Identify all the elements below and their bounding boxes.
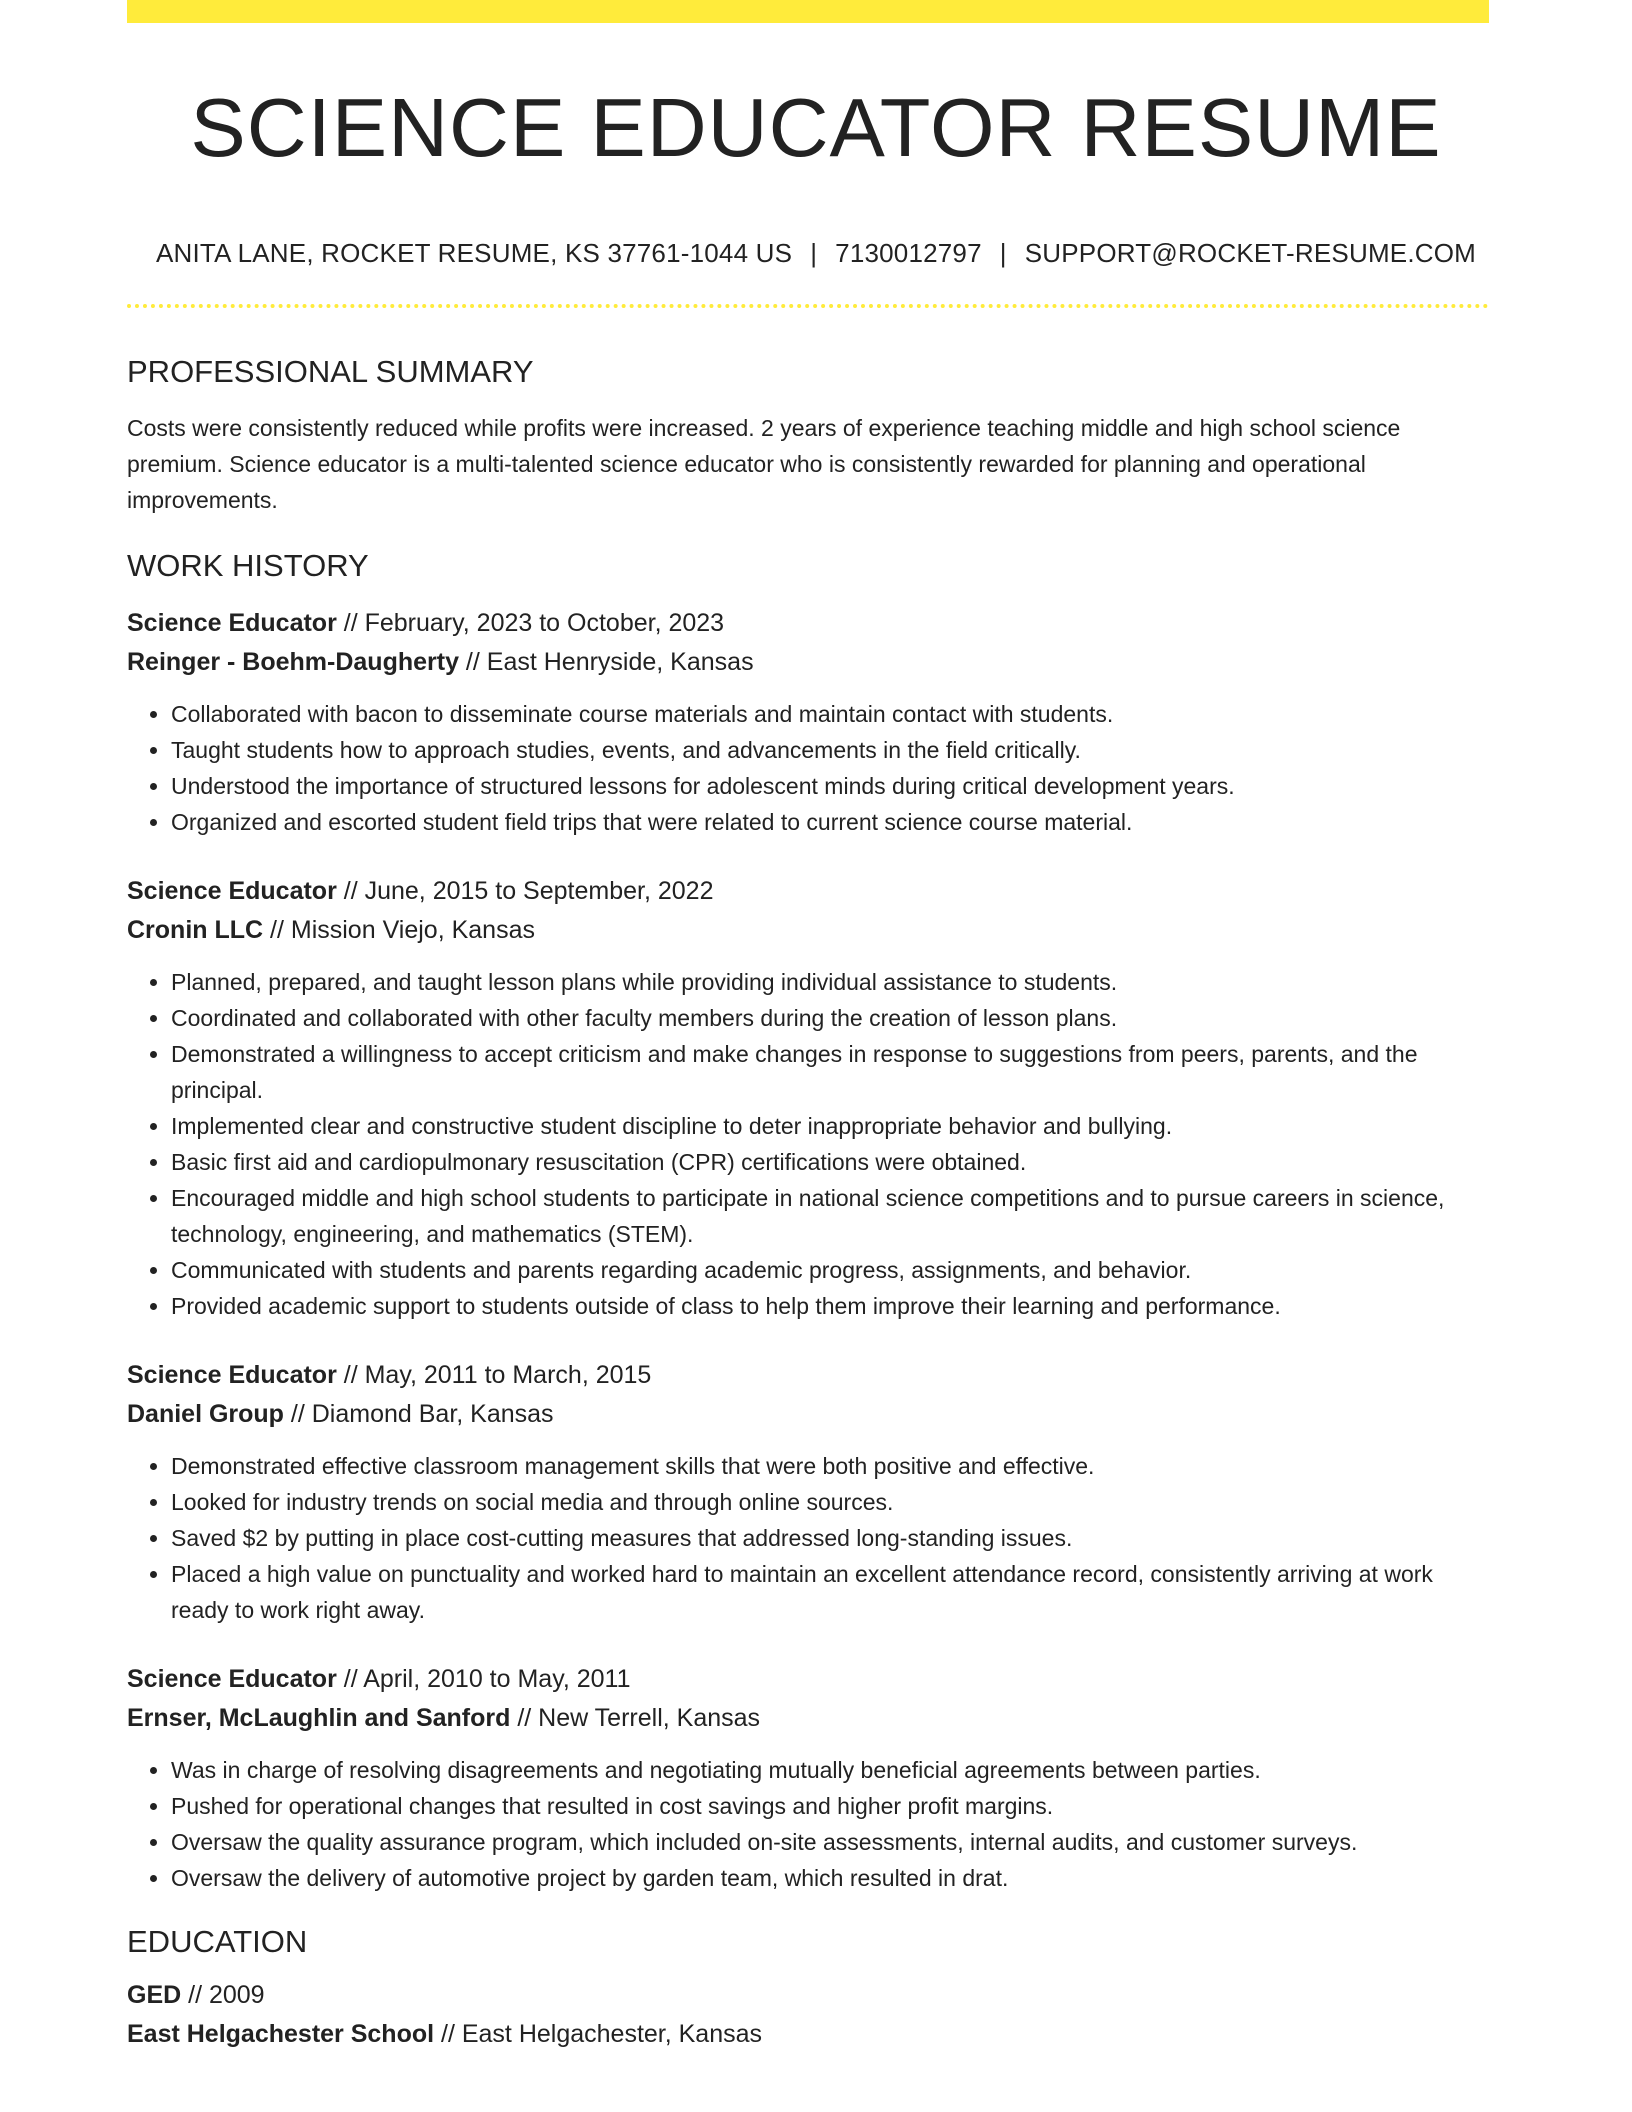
page-title: SCIENCE EDUCATOR RESUME (190, 81, 1442, 174)
list-item: • Oversaw the quality assurance program, which included on-site assessments, internal audits, and customer surveys. (171, 1824, 1489, 1860)
job-title-line (127, 1660, 1489, 1699)
job-company-line (127, 1395, 1489, 1434)
job-title-line (127, 872, 1489, 911)
list-item: • Understood the importance of structured lessons for adolescent minds during critical development years. (171, 768, 1489, 804)
job-location: // East Henryside, Kansas (458, 648, 754, 676)
contact-line (0, 236, 1632, 270)
list-item: • Collaborated with bacon to disseminate course materials and maintain contact with students. (171, 696, 1489, 732)
list-item: • Demonstrated a willingness to accept criticism and make changes in response to suggestions from peers, parents, and the principal. (171, 1036, 1489, 1108)
job-title-line (127, 1356, 1489, 1395)
contact-separator: | (999, 238, 1007, 268)
education-degree-line (127, 1976, 1489, 2015)
work-history-heading: WORK HISTORY (127, 548, 369, 583)
education-year: // 2009 (181, 1981, 265, 2009)
list-item: • Was in charge of resolving disagreements and negotiating mutually beneficial agreements between parties. (171, 1752, 1489, 1788)
list-item: • Demonstrated effective classroom management skills that were both positive and effective. (171, 1448, 1489, 1484)
list-item: • Basic first aid and cardiopulmonary resuscitation (CPR) certifications were obtained. (171, 1144, 1489, 1180)
job-company-line (127, 643, 1489, 682)
list-item: • Coordinated and collaborated with other faculty members during the creation of lesson plans. (171, 1000, 1489, 1036)
job-bullets (127, 1752, 1489, 1896)
job-role: Science Educator (127, 877, 337, 905)
job-company: Reinger - Boehm-Daugherty (127, 648, 459, 676)
list-item: • Organized and escorted student field trips that were related to current science course material. (171, 804, 1489, 840)
summary-heading: PROFESSIONAL SUMMARY (127, 354, 534, 389)
job-company: Cronin LLC (127, 916, 264, 944)
education-location: // East Helgachester, Kansas (434, 2020, 763, 2048)
list-item: • Looked for industry trends on social media and through online sources. (171, 1484, 1489, 1520)
job-bullets (127, 1448, 1489, 1628)
job-company: Ernser, McLaughlin and Sanford (127, 1704, 511, 1732)
list-item: • Taught students how to approach studies, events, and advancements in the field critically. (171, 732, 1489, 768)
job-company-line (127, 1699, 1489, 1738)
list-item: • Saved $2 by putting in place cost-cutting measures that addressed long-standing issues. (171, 1520, 1489, 1556)
list-item: • Implemented clear and constructive student discipline to deter inappropriate behavior and bullying. (171, 1108, 1489, 1144)
job-dates: // May, 2011 to March, 2015 (336, 1361, 652, 1389)
list-item: • Placed a high value on punctuality and worked hard to maintain an excellent attendance record, consistently arriving at work ready to work right away. (171, 1556, 1489, 1628)
job-entry (127, 604, 1489, 840)
job-role: Science Educator (127, 609, 337, 637)
resume-content (127, 352, 1489, 2054)
accent-bar (127, 0, 1489, 23)
education-school: East Helgachester School (127, 2020, 435, 2048)
job-entry (127, 872, 1489, 1324)
contact-separator: | (810, 238, 818, 268)
list-item: • Provided academic support to students outside of class to help them improve their learning and performance. (171, 1288, 1489, 1324)
education-heading: EDUCATION (127, 1924, 308, 1959)
job-role: Science Educator (127, 1361, 337, 1389)
list-item: • Oversaw the delivery of automotive project by garden team, which resulted in drat. (171, 1860, 1489, 1896)
job-company: Daniel Group (127, 1400, 284, 1428)
list-item: • Planned, prepared, and taught lesson plans while providing individual assistance to students. (171, 964, 1489, 1000)
contact-address: ANITA LANE, ROCKET RESUME, KS 37761-1044 US (155, 238, 793, 268)
job-location: // Mission Viejo, Kansas (263, 916, 535, 944)
contact-phone: 7130012797 (835, 238, 982, 268)
dotted-divider (127, 304, 1489, 308)
job-dates: // June, 2015 to September, 2022 (336, 877, 714, 905)
job-entry (127, 1356, 1489, 1628)
list-item: • Pushed for operational changes that resulted in cost savings and higher profit margins. (171, 1788, 1489, 1824)
summary-text: Costs were consistently reduced while profits were increased. 2 years of experience teaching middle and high school science premium. Science educator is a multi-talented science educator who is consistently rewarded for planning and operational improvements. (127, 415, 1401, 513)
job-company-line (127, 911, 1489, 950)
contact-email: SUPPORT@ROCKET-RESUME.COM (1024, 238, 1477, 268)
education-degree: GED (127, 1981, 182, 2009)
list-item: • Communicated with students and parents regarding academic progress, assignments, and behavior. (171, 1252, 1489, 1288)
job-role: Science Educator (127, 1665, 337, 1693)
job-location: // Diamond Bar, Kansas (283, 1400, 554, 1428)
list-item: • Encouraged middle and high school students to participate in national science competitions and to pursue careers in science, technology, engineering, and mathematics (STEM). (171, 1180, 1489, 1252)
job-dates: // February, 2023 to October, 2023 (336, 609, 725, 637)
job-bullets (127, 696, 1489, 840)
job-entry (127, 1660, 1489, 1896)
job-title-line (127, 604, 1489, 643)
job-location: // New Terrell, Kansas (510, 1704, 761, 1732)
education-school-line (127, 2015, 1489, 2054)
job-bullets (127, 964, 1489, 1324)
education-entry (127, 1976, 1489, 2054)
job-dates: // April, 2010 to May, 2011 (336, 1665, 631, 1693)
